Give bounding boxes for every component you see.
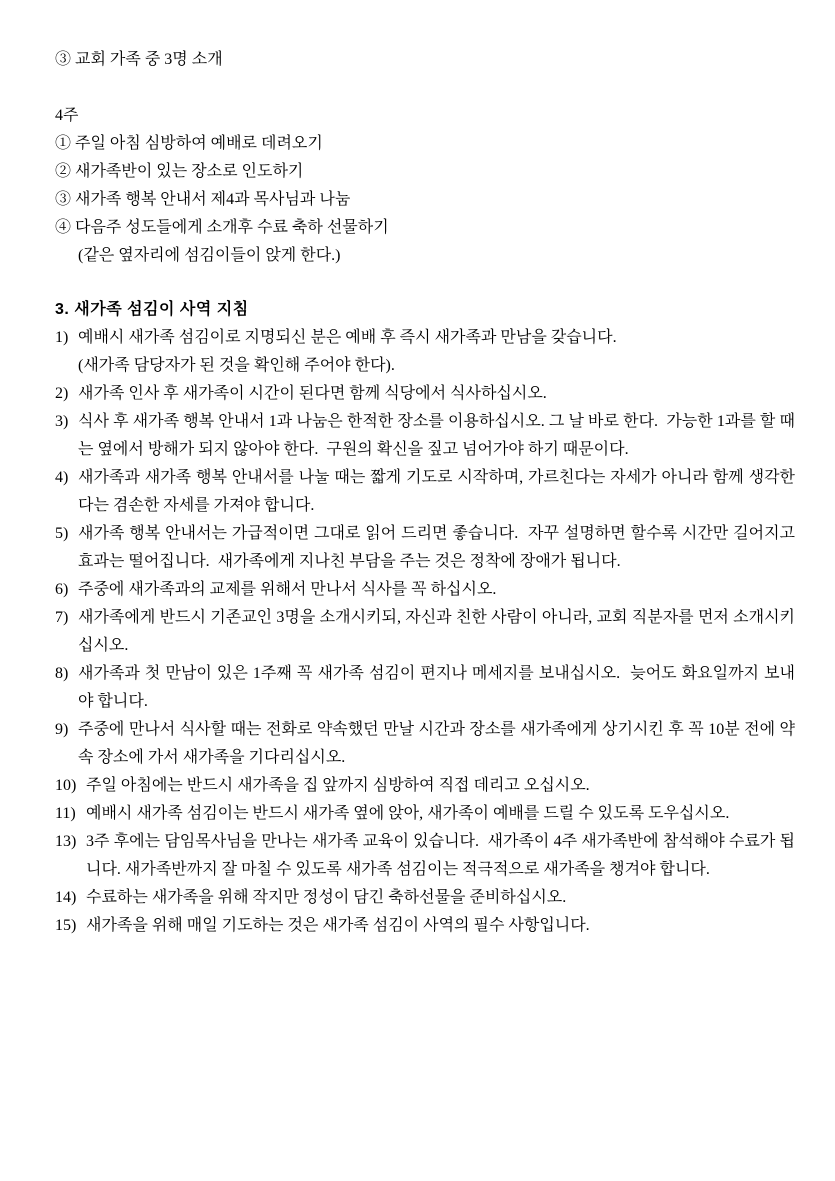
guideline-list	[55, 324, 799, 940]
item-text: 식사 후 새가족 행복 안내서 1과 나눔은 한적한 장소를 이용하십시오. 그 날 바로 한다. 가능한 1과를 할 때는 옆에서 방해가 되지 않아야 한다. 구원의 확신을 짚고 넘어가야 하기 때문이다.	[78, 413, 795, 458]
item-body	[78, 464, 795, 520]
list-item	[55, 380, 795, 408]
item-text: 주중에 새가족과의 교제를 위해서 만나서 식사를 꼭 하십시오.	[78, 581, 497, 598]
item-number: 3)	[55, 413, 69, 430]
item-number: 7)	[55, 609, 69, 626]
item-number: 13)	[55, 833, 77, 850]
item-body	[78, 604, 795, 660]
item-body	[86, 800, 795, 828]
item-body	[78, 520, 799, 576]
week4-item: ③ 새가족 행복 안내서 제4과 목사님과 나눔	[55, 191, 351, 208]
list-item	[55, 884, 795, 912]
item-text: 새가족 행복 안내서는 가급적이면 그대로 읽어 드리면 좋습니다. 자꾸 설명하면 할수록 시간만 길어지고 효과는 떨어집니다. 새가족에게 지나친 부담을 주는 것은 정착에 장애가 됩니다.	[78, 525, 799, 570]
item-text: 새가족에게 반드시 기존교인 3명을 소개시키되, 자신과 친한 사람이 아니라, 교회 직분자를 먼저 소개시키십시오.	[78, 609, 795, 654]
week4-item: ① 주일 아침 심방하여 예배로 데려오기	[55, 135, 323, 152]
item-number: 1)	[55, 329, 69, 346]
item-text: 주일 아침에는 반드시 새가족을 집 앞까지 심방하여 직접 데리고 오십시오.	[86, 777, 590, 794]
intro-line: ③ 교회 가족 중 3명 소개	[55, 51, 223, 68]
week4-item: ② 새가족반이 있는 장소로 인도하기	[55, 163, 304, 180]
item-body	[86, 912, 795, 940]
item-body	[78, 324, 795, 380]
item-body	[86, 884, 795, 912]
item-number: 4)	[55, 469, 69, 486]
item-number: 11)	[55, 805, 76, 822]
list-item	[55, 660, 795, 716]
item-number: 9)	[55, 721, 69, 738]
item-body	[78, 408, 795, 464]
item-number: 15)	[55, 917, 77, 934]
week4-title: 4주	[55, 107, 79, 124]
list-item	[55, 716, 795, 772]
week4-section	[55, 102, 795, 270]
item-text: 수료하는 새가족을 위해 작지만 정성이 담긴 축하선물을 준비하십시오.	[86, 889, 567, 906]
item-text: 예배시 새가족 섬김이는 반드시 새가족 옆에 앉아, 새가족이 예배를 드릴 수 있도록 도우십시오.	[86, 805, 730, 822]
list-item	[55, 800, 795, 828]
item-number: 2)	[55, 385, 69, 402]
list-item	[55, 604, 795, 660]
item-body	[86, 828, 795, 884]
item-text: 주중에 만나서 식사할 때는 전화로 약속했던 만날 시간과 장소를 새가족에게 상기시킨 후 꼭 10분 전에 약속 장소에 가서 새가족을 기다리십시오.	[78, 721, 795, 766]
item-text: 3주 후에는 담임목사님을 만나는 새가족 교육이 있습니다. 새가족이 4주 새가족반에 참석해야 수료가 됩니다. 새가족반까지 잘 마칠 수 있도록 새가족 섬김이는 적극적으로 새가족을 챙겨야 합니다.	[86, 833, 795, 878]
list-item	[55, 772, 795, 800]
item-body	[86, 772, 795, 800]
item-body	[78, 380, 795, 408]
item-number: 14)	[55, 889, 77, 906]
item-note: (새가족 담당자가 된 것을 확인해 주어야 한다).	[78, 357, 395, 374]
item-number: 8)	[55, 665, 69, 682]
list-item	[55, 408, 795, 464]
item-text: 새가족과 첫 만남이 있은 1주째 꼭 새가족 섬김이 편지나 메세지를 보내십시오. 늦어도 화요일까지 보내야 합니다.	[78, 665, 795, 710]
section-heading: 3. 새가족 섬김이 사역 지침	[55, 301, 249, 318]
list-item	[55, 324, 795, 380]
list-item	[55, 912, 795, 940]
item-text: 새가족을 위해 매일 기도하는 것은 새가족 섬김이 사역의 필수 사항입니다.	[86, 917, 590, 934]
item-body	[78, 576, 795, 604]
list-item	[55, 576, 795, 604]
item-text: 새가족과 새가족 행복 안내서를 나눌 때는 짧게 기도로 시작하며, 가르친다는 자세가 아니라 함께 생각한다는 겸손한 자세를 가져야 합니다.	[78, 469, 795, 514]
list-item	[55, 520, 799, 576]
week4-item: ④ 다음주 성도들에게 소개후 수료 축하 선물하기	[55, 219, 389, 236]
item-text: 예배시 새가족 섬김이로 지명되신 분은 예배 후 즉시 새가족과 만남을 갖습니다.	[78, 329, 617, 346]
list-item	[55, 828, 795, 884]
week4-note: (같은 옆자리에 섬김이들이 앉게 한다.)	[78, 247, 341, 264]
list-item	[55, 464, 795, 520]
item-number: 5)	[55, 525, 69, 542]
item-text: 새가족 인사 후 새가족이 시간이 된다면 함께 식당에서 식사하십시오.	[78, 385, 547, 402]
item-body	[78, 716, 795, 772]
item-number: 6)	[55, 581, 69, 598]
item-body	[78, 660, 795, 716]
item-number: 10)	[55, 777, 77, 794]
